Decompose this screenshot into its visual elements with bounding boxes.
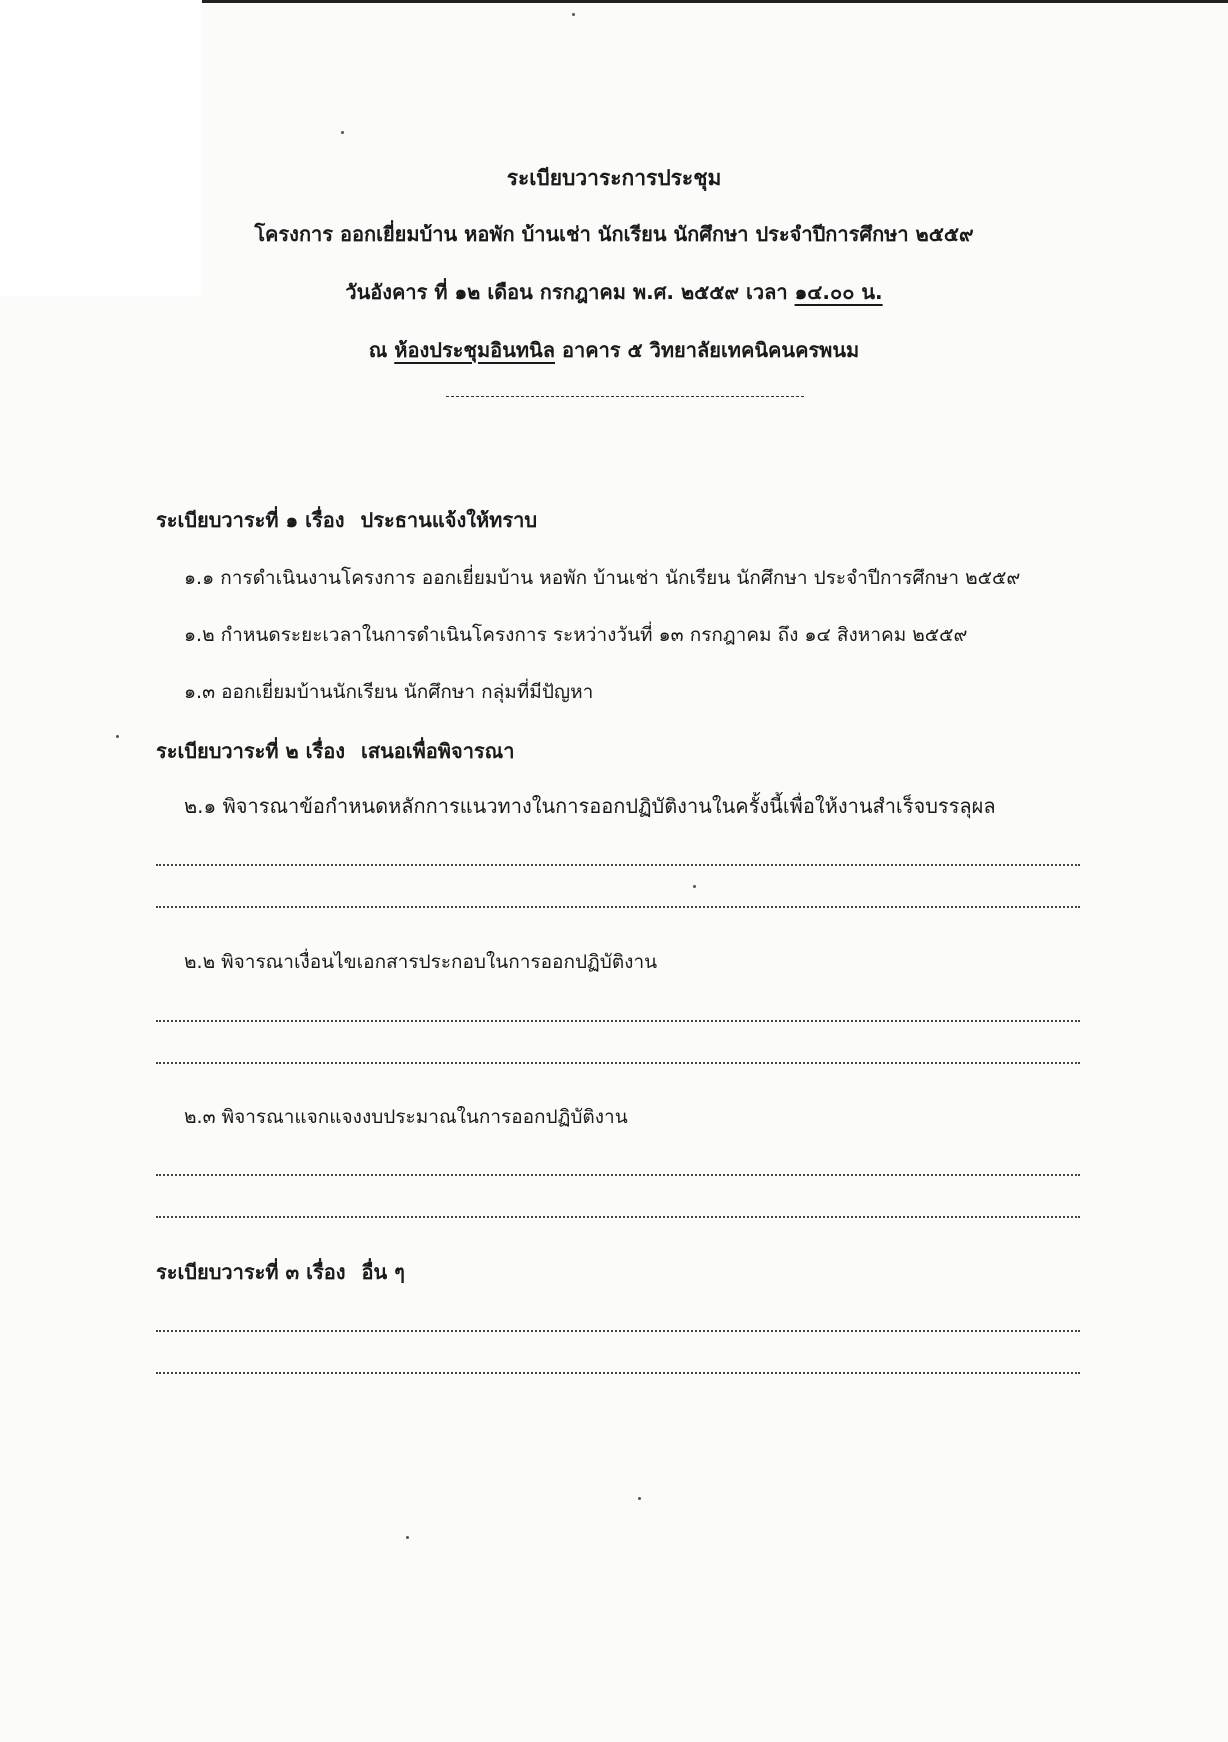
agenda-1-item-2: ๑.๒ กำหนดระยะเวลาในการดำเนินโครงการ ระหว่างวันที่ ๑๓ กรกฎาคม ถึง ๑๔ สิงหาคม ๒๕๕๙ <box>184 624 968 646</box>
meeting-room: ห้องประชุมอินทนิล <box>394 338 555 362</box>
agenda-1-topic: ประธานแจ้งให้ทราบ <box>360 508 538 532</box>
fill-in-line <box>156 864 1080 866</box>
fill-in-line <box>156 1020 1080 1022</box>
agenda-3-number: ระเบียบวาระที่ ๓ เรื่อง <box>156 1260 346 1284</box>
agenda-2-item-3: ๒.๓ พิจารณาแจกแจงงบประมาณในการออกปฏิบัติงาน <box>184 1106 628 1128</box>
agenda-2-item-1: ๒.๑ พิจารณาข้อกำหนดหลักการแนวทางในการออกปฏิบัติงานในครั้งนี้เพื่อให้งานสำเร็จบรรลุผล <box>184 794 996 818</box>
meeting-location-line <box>0 334 1228 366</box>
fill-in-line <box>156 1330 1080 1332</box>
agenda-3-topic: อื่น ๆ <box>361 1260 405 1284</box>
title-separator <box>446 396 804 397</box>
scan-speck <box>693 885 696 888</box>
agenda-1-item-3: ๑.๓ ออกเยี่ยมบ้านนักเรียน นักศึกษา กลุ่มที่มีปัญหา <box>184 681 594 703</box>
scan-speck <box>341 131 344 134</box>
agenda-2-heading <box>156 735 514 767</box>
agenda-2-number: ระเบียบวาระที่ ๒ เรื่อง <box>156 739 346 763</box>
fill-in-line <box>156 1174 1080 1176</box>
scan-speck <box>638 1497 641 1500</box>
agenda-3-heading <box>156 1256 405 1288</box>
scan-speck <box>406 1536 409 1539</box>
fill-in-line <box>156 906 1080 908</box>
meeting-date: วันอังคาร ที่ ๑๒ เดือน กรกฎาคม พ.ศ. ๒๕๕๙ เวลา <box>345 280 795 304</box>
meeting-date-line <box>0 276 1228 308</box>
agenda-1-item-1: ๑.๑ การดำเนินงานโครงการ ออกเยี่ยมบ้าน หอพัก บ้านเช่า นักเรียน นักศึกษา ประจำปีการศึกษา ๒๕๕๙ <box>184 567 1021 589</box>
location-prefix: ณ <box>368 338 395 362</box>
document-title: ระเบียบวาระการประชุม <box>506 166 722 190</box>
agenda-1-heading <box>156 504 537 536</box>
scan-edge-line <box>202 0 1228 3</box>
fill-in-line <box>156 1062 1080 1064</box>
agenda-2-item-2: ๒.๒ พิจารณาเงื่อนไขเอกสารประกอบในการออกปฏิบัติงาน <box>184 951 658 973</box>
location-building: อาคาร ๕ วิทยาลัยเทคนิคนครพนม <box>554 338 860 362</box>
fill-in-line <box>156 1372 1080 1374</box>
scan-speck <box>116 735 119 738</box>
scan-margin-shade <box>0 0 202 296</box>
meeting-time: ๑๔.๐๐ น. <box>794 280 883 304</box>
agenda-2-topic: เสนอเพื่อพิจารณา <box>361 739 515 763</box>
project-line: โครงการ ออกเยี่ยมบ้าน หอพัก บ้านเช่า นักเรียน นักศึกษา ประจำปีการศึกษา ๒๕๕๙ <box>254 222 974 246</box>
scan-speck <box>572 13 575 16</box>
agenda-1-number: ระเบียบวาระที่ ๑ เรื่อง <box>156 508 345 532</box>
fill-in-line <box>156 1216 1080 1218</box>
